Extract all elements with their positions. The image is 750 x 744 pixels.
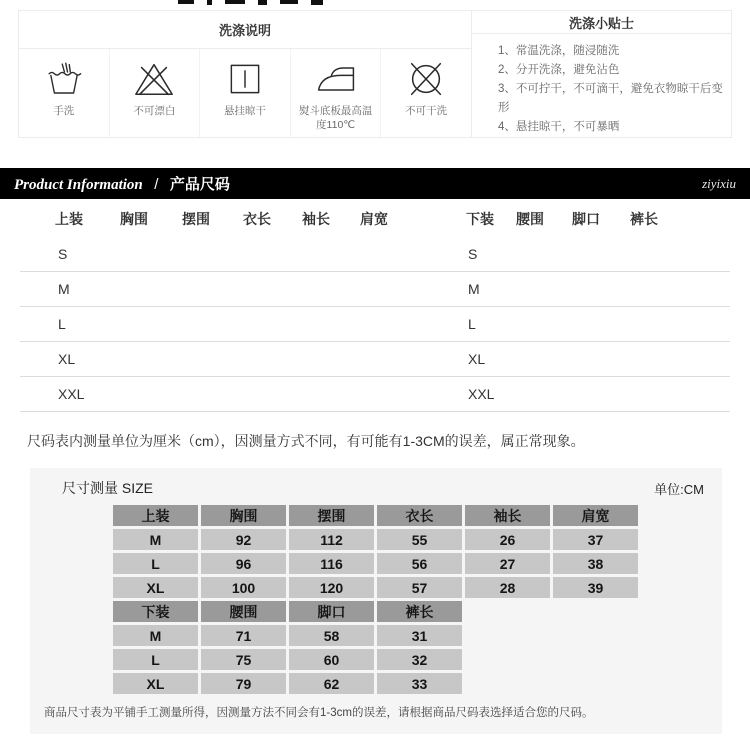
size-row-xxl <box>20 377 730 412</box>
table-header-cell: 腰围 <box>201 601 286 622</box>
column-header: 衣长 <box>243 211 271 227</box>
size-label: S <box>468 246 478 262</box>
table-row <box>113 553 638 574</box>
column-header: 胸围 <box>120 211 148 227</box>
table-row <box>113 649 462 670</box>
wash-symbol-iron <box>291 49 382 137</box>
size-label: XXL <box>58 386 85 402</box>
size-row-m <box>20 272 730 307</box>
size-label: M <box>468 281 480 297</box>
banner-title <box>14 173 230 194</box>
size-label: M <box>58 281 70 297</box>
table-cell: 57 <box>377 577 462 598</box>
washing-tips-list <box>472 34 731 137</box>
table-cell: 60 <box>289 649 374 670</box>
table-cell: 79 <box>201 673 286 694</box>
glyph-fragment <box>280 0 298 4</box>
column-header: 裤长 <box>630 211 658 227</box>
unit-label: 单位:CM <box>654 482 704 497</box>
washing-tip: 3、不可拧干，不可滴干，避免衣物晾干后变形 <box>498 83 723 114</box>
washing-instructions-section <box>18 10 732 138</box>
hang-dry-icon <box>225 56 265 102</box>
washing-tip: 1、常温洗涤，随浸随洗 <box>498 45 620 57</box>
table-row <box>113 577 638 598</box>
table-cell: XL <box>113 577 198 598</box>
size-label: L <box>58 316 66 332</box>
size-label: XXL <box>468 386 495 402</box>
column-header: 上装 <box>55 211 83 227</box>
measurement-footnote: 商品尺寸表为平铺手工测量所得，因测量方法不同会有1-3cm的误差，请根据商品尺码表选择适合您的尺码。 <box>44 707 594 719</box>
wash-symbol-hand-wash <box>19 49 110 137</box>
banner-title-en: Product Information <box>14 177 143 193</box>
measurement-unit-note: 尺码表内测量单位为厘米（cm），因测量方式不同，有可能有1-3CM的误差，属正常现象。 <box>27 433 585 449</box>
table-cell: XL <box>113 673 198 694</box>
column-header: 摆围 <box>182 211 210 227</box>
wash-symbol-label: 熨斗底板最高温度110℃ <box>298 105 373 132</box>
hand-wash-icon <box>43 56 85 102</box>
glyph-fragment <box>178 0 194 4</box>
glyph-fragment <box>311 0 323 5</box>
washing-symbol-cells <box>19 49 471 137</box>
table-cell: L <box>113 553 198 574</box>
cut-off-text-fragments <box>178 0 336 6</box>
table-cell: M <box>113 625 198 646</box>
table-cell: 116 <box>289 553 374 574</box>
size-row-s <box>20 237 730 272</box>
column-header: 肩宽 <box>360 211 388 227</box>
bottom-garment-size-table <box>110 598 465 697</box>
table-row <box>113 625 462 646</box>
table-cell: L <box>113 649 198 670</box>
glyph-fragment <box>225 0 245 4</box>
wash-symbol-label: 悬挂晾干 <box>223 105 266 117</box>
table-cell: 32 <box>377 649 462 670</box>
table-header-cell: 袖长 <box>465 505 550 526</box>
table-cell: 92 <box>201 529 286 550</box>
wash-symbol-label: 手洗 <box>53 105 75 117</box>
size-outline-chart <box>0 205 750 412</box>
table-cell: M <box>113 529 198 550</box>
washing-tips-area <box>471 11 731 137</box>
wash-symbol-label: 不可干洗 <box>405 105 448 117</box>
table-row <box>113 529 638 550</box>
table-cell: 39 <box>553 577 638 598</box>
table-cell: 55 <box>377 529 462 550</box>
wash-symbol-no-dry-clean <box>381 49 471 137</box>
panel-title: 尺寸测量 SIZE <box>62 480 154 496</box>
table-cell: 62 <box>289 673 374 694</box>
top-garment-size-table <box>110 502 641 601</box>
panel-header <box>30 468 722 502</box>
table-cell: 100 <box>201 577 286 598</box>
table-cell: 28 <box>465 577 550 598</box>
size-label: S <box>58 246 68 262</box>
table-cell: 38 <box>553 553 638 574</box>
column-header: 脚口 <box>572 211 600 227</box>
wash-symbol-hang-dry <box>200 49 291 137</box>
table-header-cell: 上装 <box>113 505 198 526</box>
no-dry-clean-icon <box>405 56 447 102</box>
table-header-cell: 下装 <box>113 601 198 622</box>
no-bleach-icon <box>133 56 175 102</box>
brand-watermark: ziyixiu <box>702 175 736 191</box>
table-cell: 96 <box>201 553 286 574</box>
size-row-l <box>20 307 730 342</box>
table-cell: 120 <box>289 577 374 598</box>
table-header-cell: 裤长 <box>377 601 462 622</box>
size-measurement-panel <box>30 468 722 734</box>
column-header: 袖长 <box>302 211 330 227</box>
wash-symbol-no-bleach <box>110 49 201 137</box>
table-header-cell: 摆围 <box>289 505 374 526</box>
washing-symbols-area <box>19 11 471 137</box>
table-cell: 112 <box>289 529 374 550</box>
size-label: L <box>468 316 476 332</box>
banner-title-cn: 产品尺码 <box>169 176 230 193</box>
washing-tips-title: 洗涤小贴士 <box>472 11 731 34</box>
table-cell: 33 <box>377 673 462 694</box>
section-banner <box>0 168 750 199</box>
table-row <box>113 673 462 694</box>
iron-icon <box>314 56 358 102</box>
table-cell: 27 <box>465 553 550 574</box>
size-outline-header <box>0 205 750 237</box>
washing-instructions-title: 洗涤说明 <box>19 11 471 49</box>
table-cell: 75 <box>201 649 286 670</box>
glyph-fragment <box>258 0 267 5</box>
column-header: 下装 <box>466 211 494 227</box>
table-cell: 56 <box>377 553 462 574</box>
table-header-cell: 脚口 <box>289 601 374 622</box>
table-cell: 26 <box>465 529 550 550</box>
size-label: XL <box>468 351 486 367</box>
table-cell: 31 <box>377 625 462 646</box>
washing-tip: 2、分开洗涤，避免沾色 <box>498 64 620 76</box>
size-label: XL <box>58 351 76 367</box>
table-cell: 37 <box>553 529 638 550</box>
glyph-fragment <box>207 0 212 5</box>
table-header-row <box>113 601 462 622</box>
size-row-xl <box>20 342 730 377</box>
table-cell: 58 <box>289 625 374 646</box>
table-header-row <box>113 505 638 526</box>
washing-tip: 4、悬挂晾干，不可暴晒 <box>498 121 620 133</box>
table-cell: 71 <box>201 625 286 646</box>
table-header-cell: 肩宽 <box>553 505 638 526</box>
banner-separator: / <box>154 176 159 193</box>
table-header-cell: 胸围 <box>201 505 286 526</box>
wash-symbol-label: 不可漂白 <box>133 105 176 117</box>
column-header: 腰围 <box>516 211 544 227</box>
table-header-cell: 衣长 <box>377 505 462 526</box>
